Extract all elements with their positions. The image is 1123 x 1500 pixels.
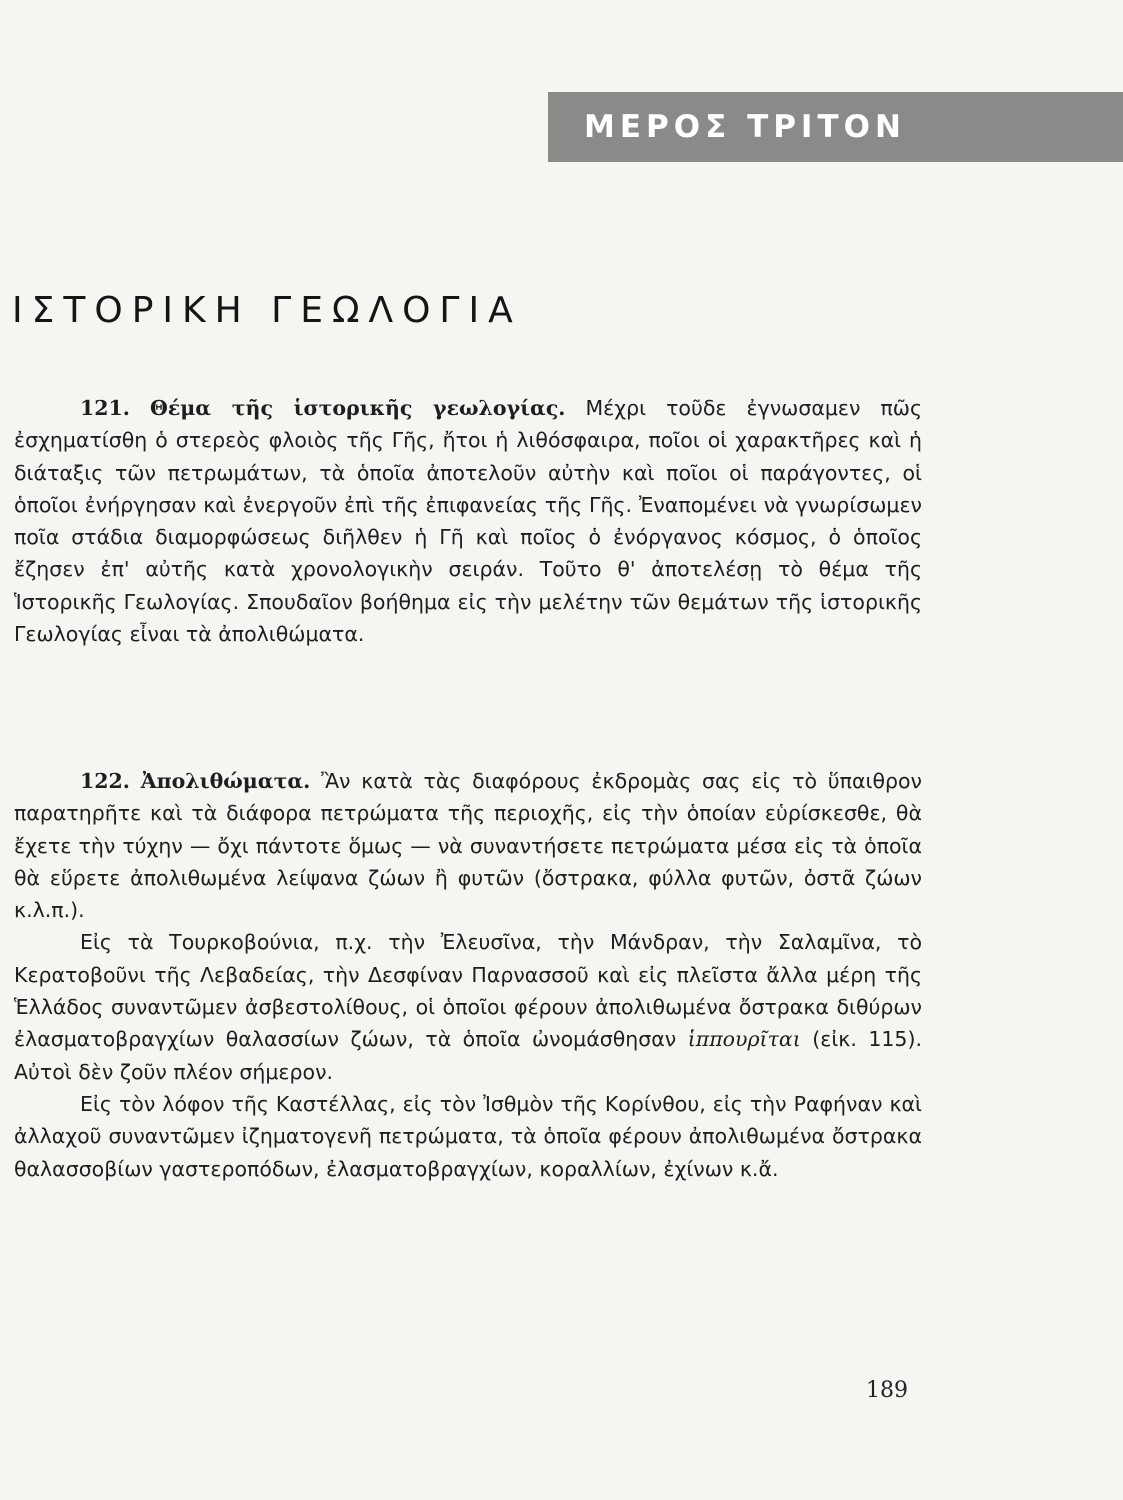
section-122 xyxy=(14,765,922,1185)
section-text: Εἰς τὸν λόφον τῆς Καστέλλας, εἰς τὸν Ἰσθμὸν τῆς Κορίνθου, εἰς τὴν Ραφήναν καὶ ἀλλαχοῦ συναντῶμεν ἰζηματογενῆ πετρώματα, τὰ ὁποῖα φέρουν ἀπολιθωμένα ὄστρακα θαλασσοβίων γαστεροπόδων, ἐλασματοβραγχίων, κοραλλίων, ἐχίνων κ.ἄ. xyxy=(14,1091,922,1181)
section-paragraph xyxy=(14,392,922,650)
part-banner xyxy=(548,92,1123,162)
section-paragraph xyxy=(14,926,922,1087)
section-paragraph xyxy=(14,765,922,926)
chapter-title: ΙΣΤΟΡΙΚΗ ΓΕΩΛΟΓΙΑ xyxy=(12,290,522,331)
section-heading: Ἀπολιθώματα. xyxy=(140,769,311,793)
section-text: Εἰς τὰ Τουρκοβούνια, π.χ. τὴν Ἐλευσῖνα, τὴν Μάνδραν, τὴν Σαλαμῖνα, τὸ Κερατοβοῦνι τῆς Λεβαδείας, τὴν Δεσφίναν Παρνασσοῦ καὶ εἰς πλεῖστα ἄλλα μέρη τῆς Ἑλλάδος συναντῶμεν ἀσβεστολίθους, οἱ ὁποῖοι φέρουν ἀπολιθωμένα ὄστρακα διθύρων ἐλασματοβραγχίων θαλασσίων ζώων, τὰ ὁποῖα ὠνομάσθησαν xyxy=(14,930,922,1052)
section-heading: Θέμα τῆς ἱστορικῆς γεωλογίας. xyxy=(149,396,566,420)
section-number: 121. xyxy=(80,396,130,420)
italic-term: ἱππουρῖται xyxy=(687,1027,801,1052)
section-text: Μέχρι τοῦδε ἐγνωσαμεν πῶς ἐσχηματίσθη ὁ στερεὸς φλοιὸς τῆς Γῆς, ἤτοι ἡ λιθόσφαιρα, ποῖοι οἱ χαρακτῆρες καὶ ἡ διάταξις τῶν πετρωμάτων, τὰ ὁποῖα ἀποτελοῦν αὐτὴν καὶ ποῖοι οἱ παράγοντες, οἱ ὁποῖοι ἐνήργησαν καὶ ἐνεργοῦν ἐπὶ τῆς ἐπιφανείας τῆς Γῆς. Ἐναπομένει νὰ γνωρίσωμεν ποῖα στάδια διαμορφώσεως διῆλθεν ἡ Γῆ καὶ ποῖος ὁ ἐνόργανος κόσμος, ὁ ὁποῖος ἔζησεν ἐπ' αὐτῆς κατὰ χρονολογικὴν σειράν. Τοῦτο θ' ἀποτελέσῃ τὸ θέμα τῆς Ἱστορικῆς Γεωλογίας. Σπουδαῖον βοήθημα εἰς τὴν μελέτην τῶν θεμάτων τῆς ἱστορικῆς Γεωλογίας εἶναι τὰ ἀπολιθώματα. xyxy=(14,396,922,647)
page-number: 189 xyxy=(866,1378,908,1403)
section-paragraph xyxy=(14,1088,922,1185)
figure-reference: (εἰκ. 115). Αὐτοὶ δὲν ζοῦν πλέον σήμερον. xyxy=(14,1027,922,1084)
section-121 xyxy=(14,392,922,650)
part-label: ΜΕΡΟΣ ΤΡΙΤΟΝ xyxy=(584,109,906,145)
section-number: 122. xyxy=(80,769,130,793)
section-text: Ἂν κατὰ τὰς διαφόρους ἐκδρομὰς σας εἰς τὸ ὕπαιθρον παρατηρῆτε καὶ τὰ διάφορα πετρώματα τῆς περιοχῆς, εἰς τὴν ὁποίαν εὑρίσκεσθε, θὰ ἔχετε τὴν τύχην — ὄχι πάντοτε ὅμως — νὰ συναντήσετε πετρώματα μέσα εἰς τὰ ὁποῖα θὰ εὕρετε ἀπολιθωμένα λείψανα ζώων ἢ φυτῶν (ὄστρακα, φύλλα φυτῶν, ὀστᾶ ζώων κ.λ.π.). xyxy=(14,769,922,923)
